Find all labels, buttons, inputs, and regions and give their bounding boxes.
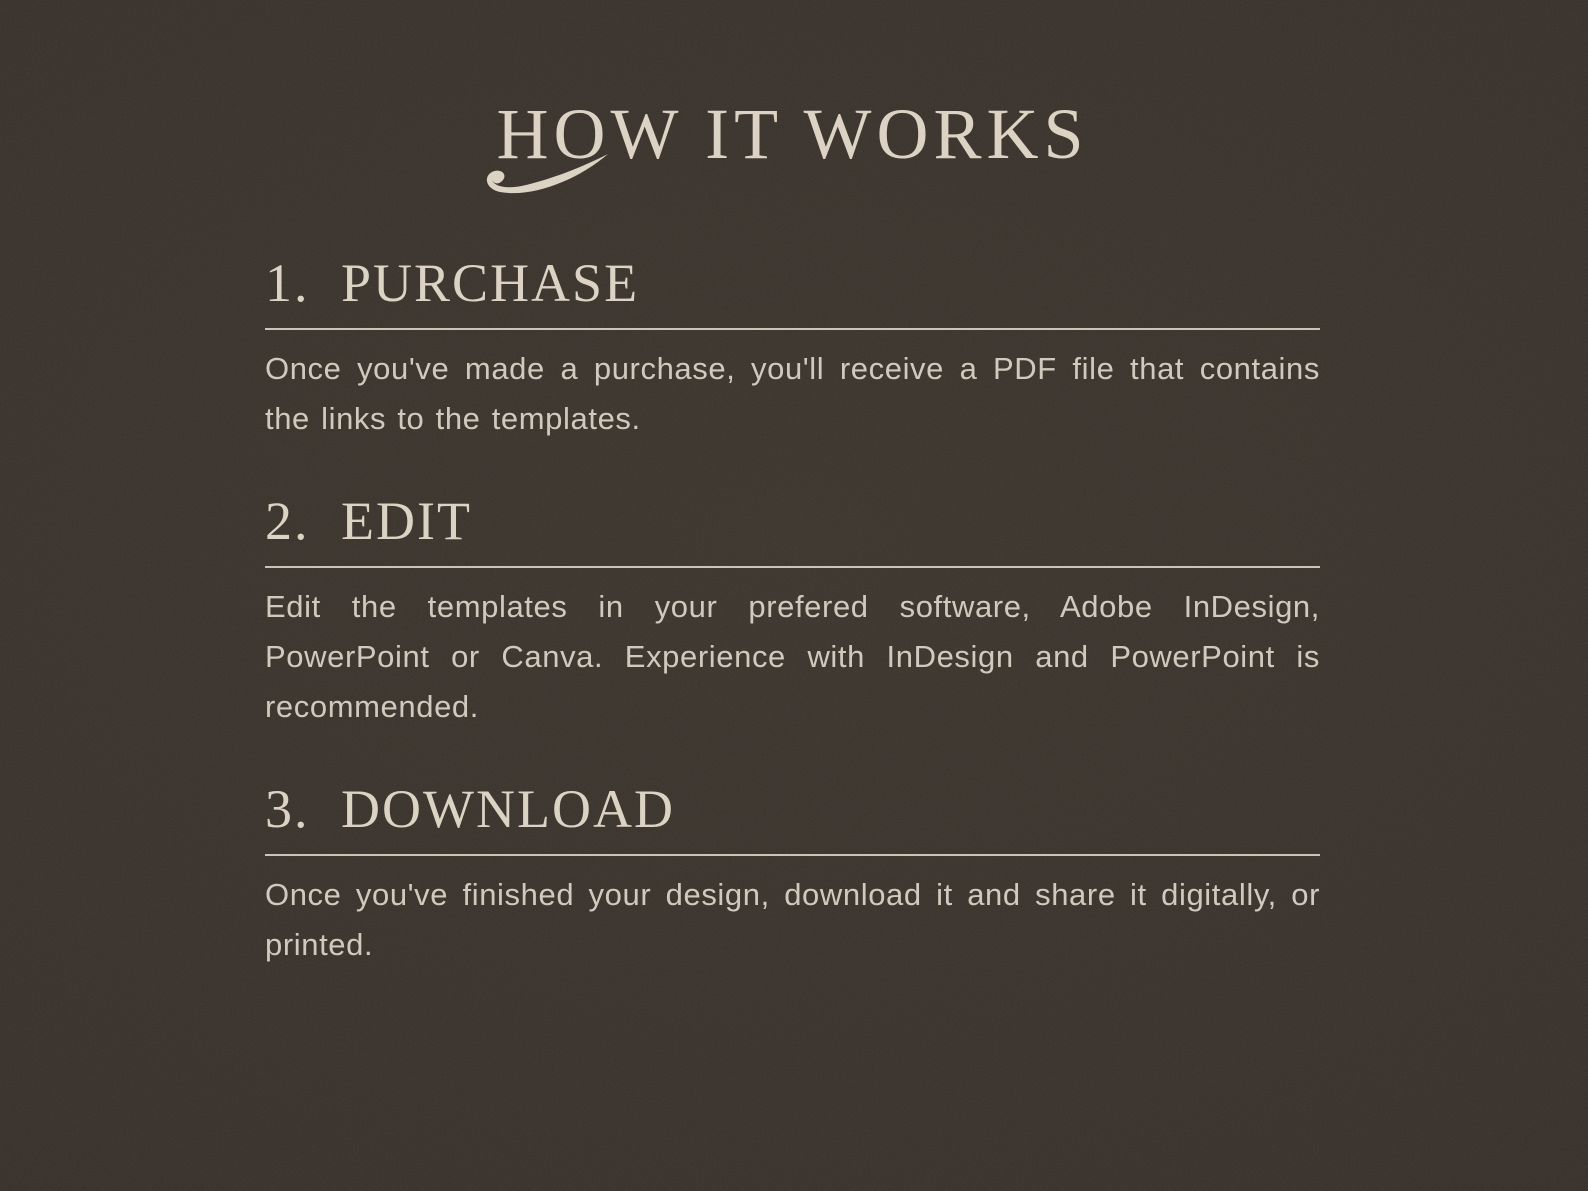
step-label: EDIT bbox=[341, 491, 472, 551]
step-section-edit bbox=[265, 491, 1320, 732]
page-title: HOW IT WORKS bbox=[496, 94, 1089, 174]
step-heading bbox=[265, 779, 1320, 839]
flourish-swash-icon bbox=[482, 154, 612, 196]
step-heading bbox=[265, 253, 1320, 313]
step-description: Once you've finished your design, download it and share it digitally, or printed. bbox=[265, 877, 1320, 962]
section-divider bbox=[265, 566, 1320, 568]
step-number: 2. bbox=[265, 491, 310, 551]
section-divider bbox=[265, 328, 1320, 330]
step-label: PURCHASE bbox=[341, 253, 640, 313]
step-number: 3. bbox=[265, 779, 310, 839]
step-description: Edit the templates in your prefered software, Adobe InDesign, PowerPoint or Canva. Experience with InDesign and PowerPoint is recommended. bbox=[265, 589, 1320, 724]
step-description: Once you've made a purchase, you'll receive a PDF file that contains the links to the templates. bbox=[265, 351, 1320, 436]
step-section-purchase bbox=[265, 253, 1320, 444]
step-heading bbox=[265, 491, 1320, 551]
step-number: 1. bbox=[265, 253, 310, 313]
step-section-download bbox=[265, 779, 1320, 970]
step-label: DOWNLOAD bbox=[341, 779, 675, 839]
title-block bbox=[265, 0, 1320, 174]
section-divider bbox=[265, 854, 1320, 856]
